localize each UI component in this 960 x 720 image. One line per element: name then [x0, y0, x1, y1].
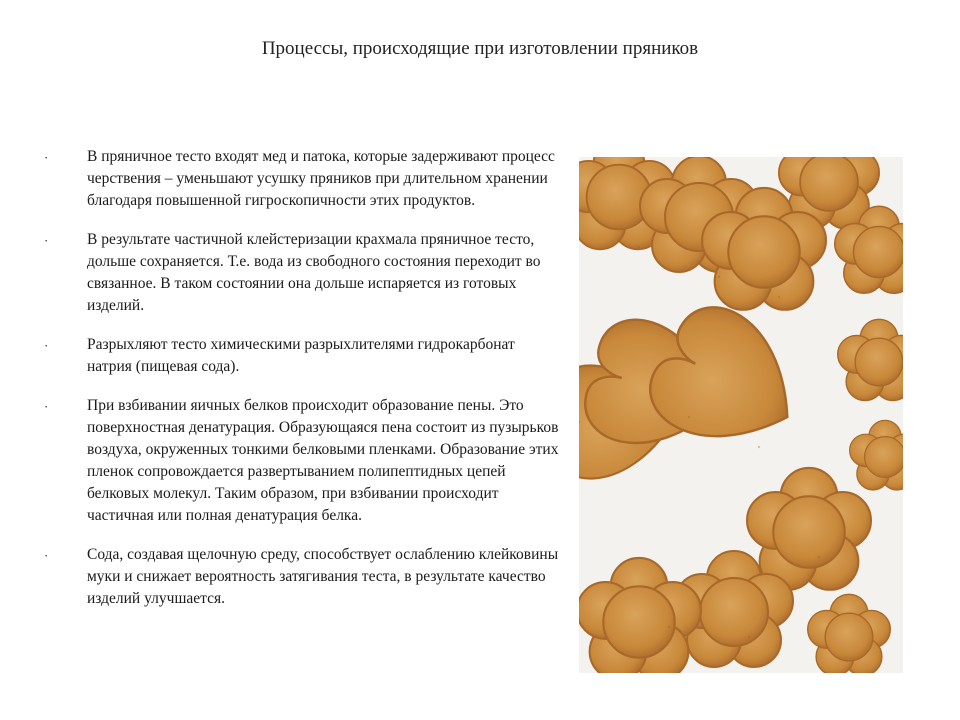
bullet-text: В пряничное тесто входят мед и патока, которые задерживают процесс черствения – уменьшают усушку пряников при длительном хранении благодаря повышенной гигроскопичности этих продуктов.: [87, 148, 555, 209]
bullet-item: [44, 146, 560, 212]
bullet-dot: ·: [44, 548, 49, 563]
bullet-text: В результате частичной клейстеризации крахмала пряничное тесто, дольше сохраняется. Т.е. вода из свободного состояния переходит во связанное. В таком состоянии она дольше испаряется из готовых изделий.: [87, 231, 541, 314]
bullet-text: Разрыхляют тесто химическими разрыхлителями гидрокарбонат натрия (пищевая сода).: [87, 336, 515, 375]
cookies-illustration: [579, 157, 903, 673]
bullet-item: [44, 334, 560, 378]
bullet-list: [44, 146, 560, 627]
slide-title: Процессы, происходящие при изготовлении пряников: [261, 38, 699, 59]
bullet-text: Сода, создавая щелочную среду, способствует ослаблению клейковины муки и снижает вероятность затягивания теста, в результате качество изделий улучшается.: [87, 546, 559, 607]
bullet-dot: ·: [44, 399, 49, 414]
bullet-item: [44, 229, 560, 317]
bullet-dot: ·: [44, 150, 49, 165]
bullet-item: [44, 544, 560, 610]
bullet-item: [44, 395, 560, 527]
bullet-dot: ·: [44, 338, 49, 353]
bullet-text: При взбивании яичных белков происходит образование пены. Это поверхностная денатурация. Образующаяся пена состоит из пузырьков воздуха, окруженных тонкими белковыми пленками. Образование этих пленок сопровождается развертыванием полипептидных цепей белковых молекул. Таким образом, при взбивании происходит частичная или полная денатурация белка.: [87, 397, 559, 524]
bullet-dot: ·: [44, 233, 49, 248]
gingerbread-cookies-photo: [579, 157, 903, 673]
